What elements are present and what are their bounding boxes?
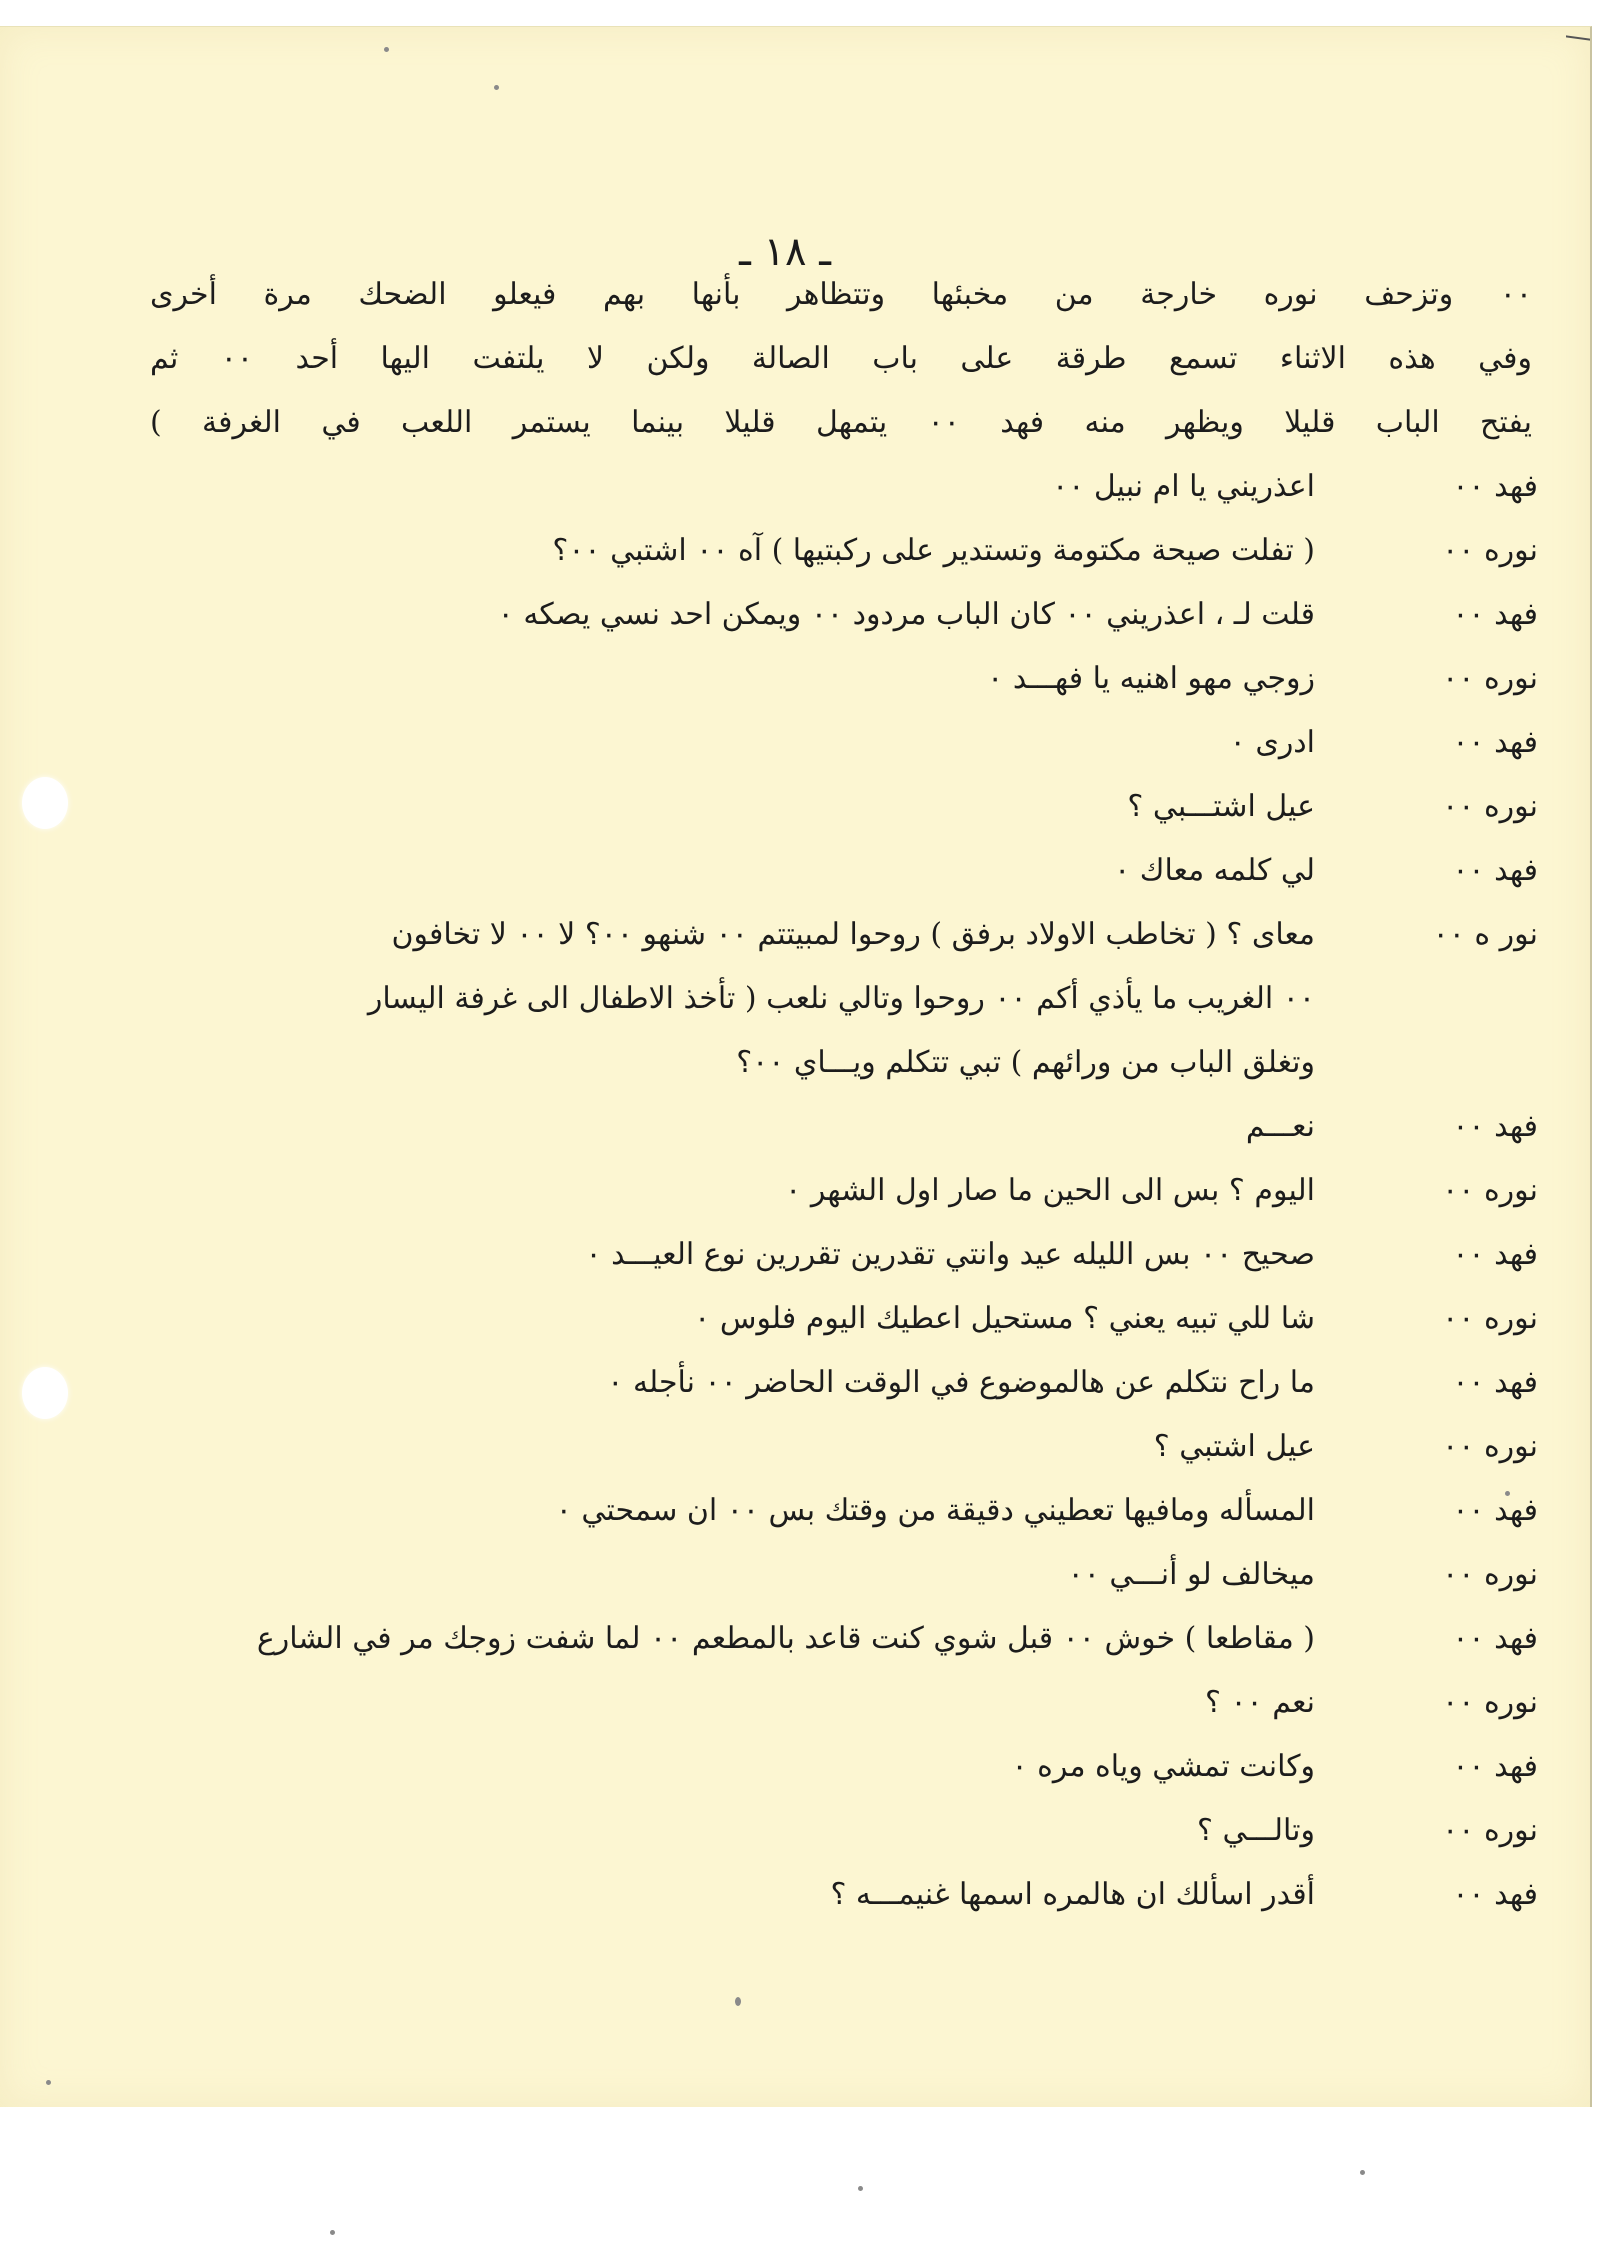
dialogue-line	[150, 519, 1540, 583]
speech-text: وتالـــي ؟	[1197, 1813, 1315, 1848]
speech-text: عيل اشتـــبي ؟	[1127, 789, 1315, 824]
dialogue-line	[150, 1415, 1540, 1479]
paper-speck	[494, 85, 499, 90]
dialogue-line	[150, 775, 1540, 839]
speech-text: المسأله ومافيها تعطيني دقيقة من وقتك بس ٠٠ ان سمحتي ٠	[555, 1493, 1315, 1528]
stage-direction-line: ٠٠ وتزحف نوره خارجة من مخبئها وتتظاهر بأنها بهم فيعلو الضحك مرة أخرى	[150, 277, 1532, 312]
speech-text: قلت لـ ، اعذريني ٠٠ كان الباب مردود ٠٠ ويمكن احد نسي يصكه ٠	[497, 597, 1315, 632]
punch-hole-lower	[22, 1367, 68, 1419]
paper-speck	[384, 47, 389, 52]
speech-text: شا للي تبيه يعني ؟ مستحيل اعطيك اليوم فلوس ٠	[694, 1301, 1315, 1336]
speech-text: ما راح نتكلم عن هالموضوع في الوقت الحاضر ٠٠ نأجله ٠	[607, 1365, 1315, 1400]
dialogue-line	[150, 711, 1540, 775]
document-page	[0, 26, 1592, 2107]
speaker-name: نوره ٠٠	[1442, 1557, 1538, 1592]
scan-speck	[858, 2186, 863, 2191]
page-number: ـ ١٨ ـ	[739, 229, 831, 275]
stage-direction-line: وفي هذه الاثناء تسمع طرقة على باب الصالة ولكن لا يلتفت اليها أحد ٠٠ ثم	[150, 341, 1532, 376]
speaker-name: فهد ٠٠	[1452, 469, 1538, 504]
speaker-name: نوره ٠٠	[1442, 1301, 1538, 1336]
speech-text: اليوم ؟ بس الى الحين ما صار اول الشهر ٠	[785, 1173, 1315, 1208]
page-corner-mark	[1566, 25, 1590, 40]
speech-text: ( تفلت صيحة مكتومة وتستدير على ركبتيها ) آه ٠٠ اشتبي ٠٠؟	[552, 533, 1315, 568]
speech-text: ( مقاطعا ) خوش ٠٠ قبل شوي كنت قاعد بالمطعم ٠٠ لما شفت زوجك مر في الشارع	[256, 1621, 1315, 1656]
speech-text: ٠٠ الغريب ما يأذي أكم ٠٠ روحوا وتالي نلعب ( تأخذ الاطفال الى غرفة اليسار	[367, 981, 1315, 1016]
dialogue-line	[150, 1287, 1540, 1351]
speech-text: اعذريني يا ام نبيل ٠٠	[1052, 469, 1315, 504]
scan-speck	[1360, 2170, 1365, 2175]
speaker-name: نوره ٠٠	[1442, 789, 1538, 824]
speech-text: لي كلمه معاك ٠	[1114, 853, 1315, 888]
dialogue-line	[150, 1159, 1540, 1223]
speaker-name: نور ه ٠٠	[1432, 917, 1538, 952]
speech-text: نعم ٠٠ ؟	[1204, 1685, 1315, 1720]
dialogue-continuation	[150, 967, 1540, 1031]
dialogue-line	[150, 903, 1540, 967]
dialogue-line	[150, 839, 1540, 903]
punch-hole-upper	[22, 777, 68, 829]
speech-text: نعـــم	[1245, 1109, 1315, 1144]
speech-text: عيل اشتبي ؟	[1153, 1429, 1315, 1464]
dialogue-line	[150, 1543, 1540, 1607]
script-body	[150, 263, 1540, 1927]
scan-speck	[330, 2230, 335, 2235]
speaker-name: نوره ٠٠	[1442, 661, 1538, 696]
speech-text: وتغلق الباب من ورائهم ) تبي تتكلم ويـــاي ٠٠؟	[736, 1045, 1315, 1080]
speech-text: ميخالف لو أنـــي ٠٠	[1067, 1557, 1315, 1592]
speaker-name: نوره ٠٠	[1442, 533, 1538, 568]
speaker-name: فهد ٠٠	[1452, 853, 1538, 888]
dialogue-line	[150, 1671, 1540, 1735]
speech-text: زوجي مهو اهنيه يا فهـــد ٠	[987, 661, 1315, 696]
speech-text: أقدر اسألك ان هالمره اسمها غنيمـــه ؟	[830, 1877, 1315, 1912]
dialogue-line	[150, 1863, 1540, 1927]
speaker-name: فهد ٠٠	[1452, 1237, 1538, 1272]
dialogue-line	[150, 1351, 1540, 1415]
speech-text: وكانت تمشي وياه مره ٠	[1011, 1749, 1315, 1784]
paper-speck	[735, 1997, 741, 2006]
speech-text: صحيح ٠٠ بس الليله عيد وانتي تقدرين تقررين نوع العيـــد ٠	[585, 1237, 1315, 1272]
stage-direction-line: يفتح الباب قليلا ويظهر منه فهد ٠٠ يتمهل قليلا بينما يستمر اللعب في الغرفة )	[150, 405, 1533, 440]
speaker-name: نوره ٠٠	[1442, 1173, 1538, 1208]
dialogue-line	[150, 1095, 1540, 1159]
speaker-name: فهد ٠٠	[1452, 1621, 1538, 1656]
dialogue-continuation	[150, 1031, 1540, 1095]
dialogue-line	[150, 583, 1540, 647]
speaker-name: فهد ٠٠	[1452, 1493, 1538, 1528]
dialogue-line	[150, 455, 1540, 519]
speaker-name: فهد ٠٠	[1452, 725, 1538, 760]
speaker-name: نوره ٠٠	[1442, 1685, 1538, 1720]
dialogue-line	[150, 1223, 1540, 1287]
dialogue-line	[150, 1799, 1540, 1863]
dialogue-line	[150, 1479, 1540, 1543]
speaker-name: فهد ٠٠	[1452, 597, 1538, 632]
speaker-name: فهد ٠٠	[1452, 1365, 1538, 1400]
scan-speck	[46, 2080, 51, 2085]
dialogue-line	[150, 647, 1540, 711]
dialogue-line	[150, 1735, 1540, 1799]
speaker-name: نوره ٠٠	[1442, 1813, 1538, 1848]
dialogue-line	[150, 1607, 1540, 1671]
speaker-name: فهد ٠٠	[1452, 1109, 1538, 1144]
speaker-name: فهد ٠٠	[1452, 1749, 1538, 1784]
speech-text: معاى ؟ ( تخاطب الاولاد برفق ) روحوا لمبيتتم ٠٠ شنهو ٠٠؟ لا ٠٠ لا تخافون	[391, 917, 1315, 952]
speaker-name: فهد ٠٠	[1452, 1877, 1538, 1912]
speech-text: ادرى ٠	[1229, 725, 1315, 760]
speaker-name: نوره ٠٠	[1442, 1429, 1538, 1464]
stage-direction-paragraph	[150, 263, 1540, 455]
